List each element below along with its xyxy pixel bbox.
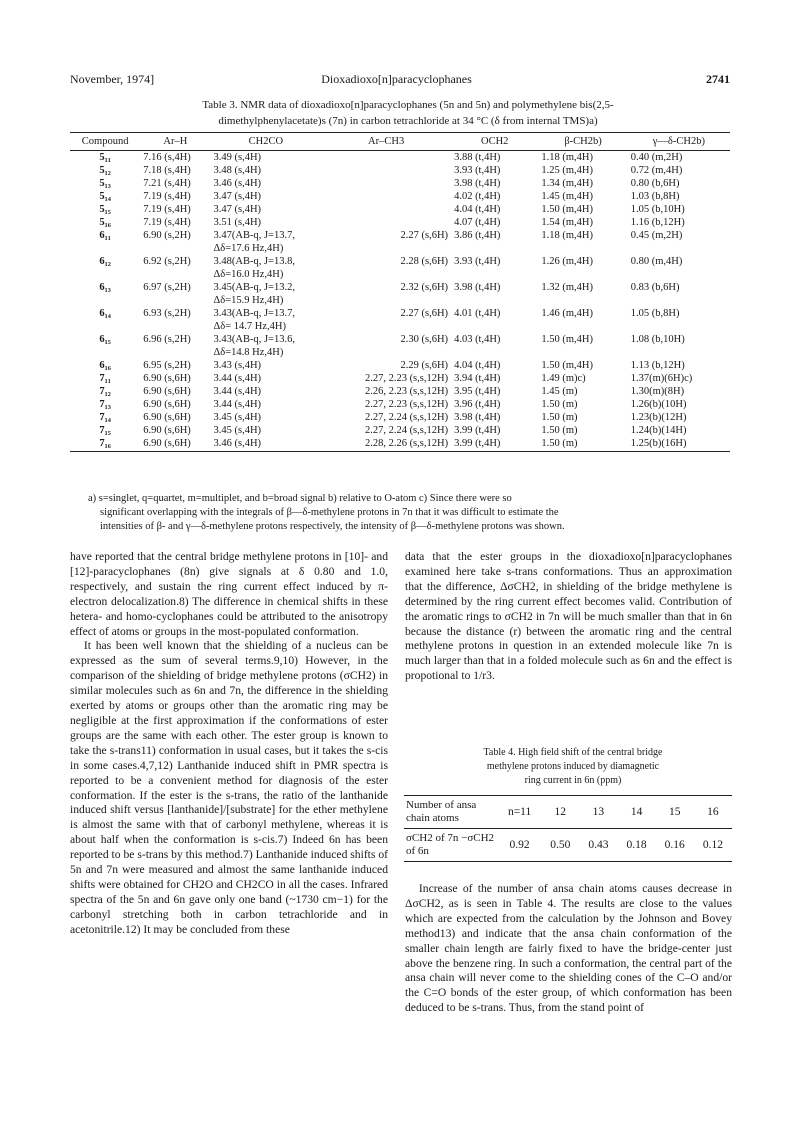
table-row (70, 281, 730, 307)
table-cell-och2: 3.93 (t,4H) (454, 256, 501, 267)
table-cell: 0.18 (618, 829, 656, 862)
table-cell-arch3 (321, 164, 451, 177)
table-cell-arh: 6.95 (s,2H) (143, 360, 191, 371)
table-cell-och2: 3.93 (t,4H) (454, 165, 501, 176)
cell-line: Δδ=16.0 Hz,4H) (213, 269, 284, 280)
table-cell: 0.12 (694, 829, 732, 862)
caption-line: methylene protons induced by diamagnetic (486, 761, 660, 772)
caption-line: Table 4. High field shift of the central bridge (483, 747, 663, 758)
table-cell-arch3: 2.27, 2.23 (s,s,12H) (364, 373, 449, 384)
table-cell-beta: 1.25 (m,4H) (541, 165, 593, 176)
table-cell-ch2co (211, 229, 322, 255)
table-row (70, 229, 730, 255)
table-cell-cmp: 5₁₂ (99, 165, 111, 176)
table-cell-gd: 1.25(b)(16H) (628, 437, 730, 452)
table3-caption-line2: dimethylphenylacetate)s (7n) in carbon tetrachloride at 34 °C (δ from internal TMS)a) (218, 115, 598, 127)
col-compound: Compound (70, 133, 140, 151)
table-cell-beta: 1.50 (m) (541, 412, 578, 423)
table-cell-gd: 1.26(b)(10H) (630, 399, 687, 410)
table-cell-ch2co: 3.45 (s,4H) (213, 425, 262, 436)
table-cell-cmp: 6₁₁ (99, 230, 111, 241)
table-cell-cmp: 7₁₂ (99, 386, 111, 397)
table-cell-arch3 (321, 177, 451, 190)
table-cell-arch3: 2.27 (s,6H) (400, 230, 449, 241)
table-cell-arh: 6.90 (s,6H) (143, 399, 191, 410)
table-cell-beta: 1.18 (m,4H) (541, 230, 593, 241)
table-row (70, 359, 730, 372)
table-cell-arh: 6.90 (s,6H) (143, 425, 191, 436)
header-title: Dioxadioxo[n]paracyclophanes (321, 72, 472, 86)
table-row (70, 385, 730, 398)
table-cell-cmp: 6₁₆ (99, 360, 111, 371)
table-cell-ch2co: 3.47 (s,4H) (213, 204, 262, 215)
table-row (70, 203, 730, 216)
cell-line: 3.45(AB-q, J=13.2, (213, 282, 295, 293)
caption-line: ring current in 6n (ppm) (524, 775, 622, 786)
table-cell: n=11 (498, 796, 541, 829)
table-cell-arh: 7.18 (s,4H) (143, 165, 191, 176)
table-cell-ch2co: 3.49 (s,4H) (213, 152, 262, 163)
table-cell-arh: 6.90 (s,6H) (143, 412, 191, 423)
table-row (70, 190, 730, 203)
table-cell-och2: 4.01 (t,4H) (454, 308, 501, 319)
table-cell-och2: 3.86 (t,4H) (454, 230, 501, 241)
table3-caption-line1: Table 3. NMR data of dioxadioxo[n]paracyclophanes (5n and 5n) and polymethylene bis(2,5- (202, 99, 614, 111)
table-row (70, 151, 730, 165)
table-cell-arch3 (321, 203, 451, 216)
left-column (70, 550, 388, 938)
table-row (70, 164, 730, 177)
table-cell-gd: 1.05 (b,8H) (630, 308, 680, 319)
table-cell-cmp: 7₁₁ (99, 373, 111, 384)
table-cell-gd: 1.23(b)(12H) (630, 412, 687, 423)
table-cell-beta: 1.50 (m,4H) (541, 360, 593, 371)
table-cell-cmp: 6₁₄ (99, 308, 111, 319)
table-cell-beta: 1.49 (m)c) (541, 373, 586, 384)
table-cell-arh: 7.16 (s,4H) (143, 152, 191, 163)
right-column-top (405, 550, 732, 684)
table-cell-arh: 6.93 (s,2H) (143, 308, 191, 319)
table-cell-arch3: 2.29 (s,6H) (400, 360, 449, 371)
table-cell-och2: 4.03 (t,4H) (454, 334, 501, 345)
table-cell-cmp: 5₁₅ (99, 204, 111, 215)
table3-header-row (70, 133, 730, 151)
col-ch2co: CH2CO (211, 133, 322, 151)
table-cell-beta: 1.50 (m,4H) (541, 334, 593, 345)
table3-footnotes (88, 492, 728, 534)
cell-line: 3.47(AB-q, J=13.7, (213, 230, 295, 241)
table-cell-gd: 1.03 (b,8H) (630, 191, 680, 202)
table-cell-gd: 1.16 (b,12H) (630, 217, 685, 228)
table-cell-arh: 6.90 (s,6H) (140, 437, 210, 452)
table-cell: 0.43 (579, 829, 617, 862)
table-cell-beta: 1.54 (m,4H) (541, 217, 593, 228)
table-cell-arh: 6.90 (s,6H) (143, 373, 191, 384)
table-cell-och2: 3.98 (t,4H) (454, 178, 501, 189)
table-cell-gd: 0.45 (m,2H) (630, 230, 683, 241)
paragraph: data that the ester groups in the dioxadioxo[n]paracyclophanes examined here take s-trans conformations. Thus an approximation that the difference, ΔσCH2, in shielding of the bridge methylene is determined by the ring current effect becomes valid. Contribution of the aromatic rings to σCH2 in 7n will be much smaller than that in 6n because the distance (r) between the aromatic ring and the central methylene protons in question in an extended molecule like 7n is much larger than that in a folded molecule such as 6n and the effect is propotional to 1/r3. (405, 550, 732, 683)
table-cell-arh: 6.96 (s,2H) (143, 334, 191, 345)
table-cell-arch3: 2.28, 2.26 (s,s,12H) (321, 437, 451, 452)
table-row (70, 398, 730, 411)
table-cell-arch3 (321, 216, 451, 229)
table-cell-arch3: 2.32 (s,6H) (400, 282, 449, 293)
table-cell-arch3: 2.27, 2.24 (s,s,12H) (364, 425, 449, 436)
table-cell-ch2co: 3.44 (s,4H) (213, 386, 262, 397)
footnote-line: intensities of β- and γ—δ-methylene protons respectively, the intensity of β—δ-methylene protons was shown. (100, 521, 565, 532)
table-cell-arch3 (321, 190, 451, 203)
table4-caption (408, 746, 738, 788)
table-cell-arch3: 2.27 (s,6H) (400, 308, 449, 319)
right-column-bottom (405, 882, 732, 1016)
table-row (70, 177, 730, 190)
table-cell-cmp: 7₁₃ (99, 399, 111, 410)
table-row (70, 307, 730, 333)
table-cell-och2: 3.88 (t,4H) (454, 152, 501, 163)
table-cell: 12 (541, 796, 579, 829)
paragraph: Increase of the number of ansa chain atoms causes decrease in ΔσCH2, as is seen in Table 4. The results are close to the values which are expected from the calculation by the Johnson and Bovey method13) and indicate that the ansa chain conformation of the smaller chain length are fairly fixed to have the bridge-center just above the benzene ring. In such a conformation, the central part of the ansa chain will never come to the shielding cones of the C–O and/or the C=O bonds of the ester group, of which conformation has been deduced to be s-trans. Thus, from the stand point of (405, 882, 732, 1015)
table-cell-ch2co: 3.43 (s,4H) (213, 360, 262, 371)
table-cell-gd: 1.13 (b,12H) (630, 360, 685, 371)
table-cell-cmp: 6₁₅ (99, 334, 111, 345)
table-row (70, 424, 730, 437)
table-cell-ch2co: 3.48 (s,4H) (213, 165, 262, 176)
table4-row-chain-atoms (404, 796, 732, 829)
footnote-line: a) s=singlet, q=quartet, m=multiplet, and b=broad signal b) relative to O-atom c) Since there were so (88, 493, 512, 504)
header-date: November, 1974] (70, 72, 155, 86)
table-cell-ch2co (211, 255, 322, 281)
table-cell-arh: 6.92 (s,2H) (143, 256, 191, 267)
table4-row-shift (404, 829, 732, 862)
table-cell-arh: 7.19 (s,4H) (143, 204, 191, 215)
table-cell-cmp: 5₁₆ (99, 217, 111, 228)
table-cell-cmp: 5₁₁ (99, 152, 111, 163)
table-cell-beta: 1.26 (m,4H) (541, 256, 593, 267)
table-row (70, 372, 730, 385)
table-cell: 0.16 (656, 829, 694, 862)
table-cell-och2: 4.02 (t,4H) (454, 191, 501, 202)
table-cell-cmp: 5₁₄ (99, 191, 111, 202)
table-cell-ch2co (211, 333, 322, 359)
col-arch3: Ar–CH3 (321, 133, 451, 151)
table-cell-arh: 6.90 (s,2H) (143, 230, 191, 241)
table-cell-ch2co: 3.45 (s,4H) (213, 412, 262, 423)
page-number: 2741 (706, 72, 730, 86)
cell-line: 3.48(AB-q, J=13.8, (213, 256, 295, 267)
table-cell-gd: 0.83 (b,6H) (630, 282, 680, 293)
table-cell-arh: 7.19 (s,4H) (143, 217, 191, 228)
table-cell-ch2co: 3.44 (s,4H) (213, 373, 262, 384)
table-cell-beta: 1.18 (m,4H) (541, 152, 593, 163)
table-cell: 14 (618, 796, 656, 829)
table-cell-och2: 3.94 (t,4H) (454, 373, 501, 384)
table4 (404, 795, 732, 862)
table-cell-beta: 1.50 (m,4H) (541, 204, 593, 215)
table-cell-arch3: 2.27, 2.24 (s,s,12H) (364, 412, 449, 423)
table-cell-och2: 4.07 (t,4H) (454, 217, 501, 228)
cell-line: Δδ= 14.7 Hz,4H) (213, 321, 286, 332)
table-cell-arh: 6.90 (s,6H) (143, 386, 191, 397)
table-cell-och2: 4.04 (t,4H) (454, 360, 501, 371)
table-cell-gd: 1.37(m)(6H)c) (630, 373, 693, 384)
cell-line: Δδ=15.9 Hz,4H) (213, 295, 284, 306)
table-cell: 15 (656, 796, 694, 829)
paragraph: It has been well known that the shielding of a nucleus can be expressed as the sum of several terms.9,10) However, in the comparison of the shielding of bridge methylene protons (σCH2) in similar molecules such as 6n and 7n, the difference in the shielding exerted by atoms or groups other than the aromatic ring may be negligible at the first approximation if the conformations of ester groups are the same with each other. The ester group is known to take the s-trans11) conformation in usual cases, but it takes the s-cis in some cases.4,7,12) Lanthanide induced shift in PMR spectra is reported to be a convenient method for diagnosis of the ester conformation. If the ester is the s-trans, the ratio of the lanthanide induced shift versus [lanthanide]/[substrate] for the ether methylene is almost the same with that of carbonyl methylene, whereas it is about half when the conformation is s-cis.7) Indeed 6n has been reported to be s-trans by this method.7) Lanthanide induced shifts of 5n and 7n were measured and almost the same lanthanide induced shifts were obtained for CH2O and CH2CO in all the cases. Infrared spectra of the 5n and 6n gave only one band (~1730 cm−1) for the carbonyl stretching both in carbon tetrachloride and in acetonitrile.12) It may be concluded from these (70, 639, 388, 936)
table-cell-beta: 1.50 (m) (541, 425, 578, 436)
table-row (70, 411, 730, 424)
table-cell-ch2co: 3.51 (s,4H) (213, 217, 262, 228)
table-cell-arh: 7.21 (s,4H) (143, 178, 191, 189)
col-och2: OCH2 (451, 133, 538, 151)
table-cell-beta: 1.45 (m) (541, 386, 578, 397)
table-cell-ch2co: 3.44 (s,4H) (213, 399, 262, 410)
table-cell-och2: 3.99 (t,4H) (454, 425, 501, 436)
table-cell-cmp: 6₁₂ (99, 256, 111, 267)
table-cell-beta: 1.45 (m,4H) (541, 191, 593, 202)
table-cell-cmp: 7₁₆ (70, 437, 140, 452)
table-cell-cmp: 7₁₄ (99, 412, 111, 423)
table-cell-ch2co: 3.46 (s,4H) (211, 437, 322, 452)
table-cell-gd: 1.05 (b,10H) (630, 204, 685, 215)
table-cell-och2: 4.04 (t,4H) (454, 204, 501, 215)
table-cell-arch3: 2.27, 2.23 (s,s,12H) (364, 399, 449, 410)
table-cell-och2: 3.99 (t,4H) (451, 437, 538, 452)
cell-line: 3.43(AB-q, J=13.7, (213, 308, 295, 319)
table-cell-beta: 1.32 (m,4H) (541, 282, 593, 293)
table-cell-ch2co (211, 281, 322, 307)
table-cell-arch3: 2.26, 2.23 (s,s,12H) (364, 386, 449, 397)
footnote-line: significant overlapping with the integrals of β—δ-methylene protons in 7n that it was difficult to estimate the (100, 507, 559, 518)
table3 (70, 132, 730, 452)
row-label: Number of ansa chain atoms (404, 796, 498, 829)
table-cell-arch3: 2.30 (s,6H) (400, 334, 449, 345)
col-gamma-delta: γ—δ-CH2b) (628, 133, 730, 151)
row-label: σCH2 of 7n −σCH2 of 6n (404, 829, 498, 862)
cell-line: Δδ=17.6 Hz,4H) (213, 243, 284, 254)
cell-line: Δδ=14.8 Hz,4H) (213, 347, 284, 358)
table-row (70, 216, 730, 229)
table-row (70, 255, 730, 281)
table-cell-och2: 3.98 (t,4H) (454, 412, 501, 423)
table-cell-beta: 1.50 (m) (538, 437, 627, 452)
table-cell-ch2co: 3.47 (s,4H) (213, 191, 262, 202)
table-cell-cmp: 7₁₅ (99, 425, 111, 436)
table-cell-gd: 1.30(m)(8H) (630, 386, 685, 397)
table-cell-gd: 0.80 (m,4H) (630, 256, 683, 267)
table-cell: 16 (694, 796, 732, 829)
table-cell-cmp: 6₁₃ (99, 282, 111, 293)
table-cell-och2: 3.96 (t,4H) (454, 399, 501, 410)
table-row (70, 437, 730, 452)
cell-line: 3.43(AB-q, J=13.6, (213, 334, 295, 345)
table-cell-arh: 7.19 (s,4H) (143, 191, 191, 202)
table-cell: 0.50 (541, 829, 579, 862)
table-cell-och2: 3.95 (t,4H) (454, 386, 501, 397)
table-cell-beta: 1.46 (m,4H) (541, 308, 593, 319)
table-cell-gd: 0.72 (m,4H) (630, 165, 683, 176)
table-cell: 0.92 (498, 829, 541, 862)
table-cell-gd: 1.08 (b,10H) (630, 334, 685, 345)
table-cell-och2: 3.98 (t,4H) (454, 282, 501, 293)
table-cell-gd: 1.24(b)(14H) (630, 425, 687, 436)
table-cell-beta: 1.50 (m) (541, 399, 578, 410)
table-cell-arh: 6.97 (s,2H) (143, 282, 191, 293)
paragraph: have reported that the central bridge methylene protons in [10]- and [12]-paracyclophanes (8n) give signals at δ 0.80 and 1.0, respectively, and sustain the ring current effect induced by π-electron delocalization.8) The difference in chemical shifts in these hetera- and homo-cyclophanes could be attributed to the anisotropy effect of atoms or groups in the most-populated conformation. (70, 550, 388, 638)
col-beta: β-CH2b) (538, 133, 627, 151)
table-cell-arch3: 2.28 (s,6H) (400, 256, 449, 267)
table-cell: 13 (579, 796, 617, 829)
table-row (70, 333, 730, 359)
table-cell-arch3 (321, 151, 451, 165)
table-cell-beta: 1.34 (m,4H) (541, 178, 593, 189)
table-cell-cmp: 5₁₃ (99, 178, 111, 189)
col-arh: Ar–H (140, 133, 210, 151)
table-cell-ch2co: 3.46 (s,4H) (213, 178, 262, 189)
table-cell-gd: 0.40 (m,2H) (630, 152, 683, 163)
table-cell-gd: 0.80 (b,6H) (630, 178, 680, 189)
table-cell-ch2co (211, 307, 322, 333)
